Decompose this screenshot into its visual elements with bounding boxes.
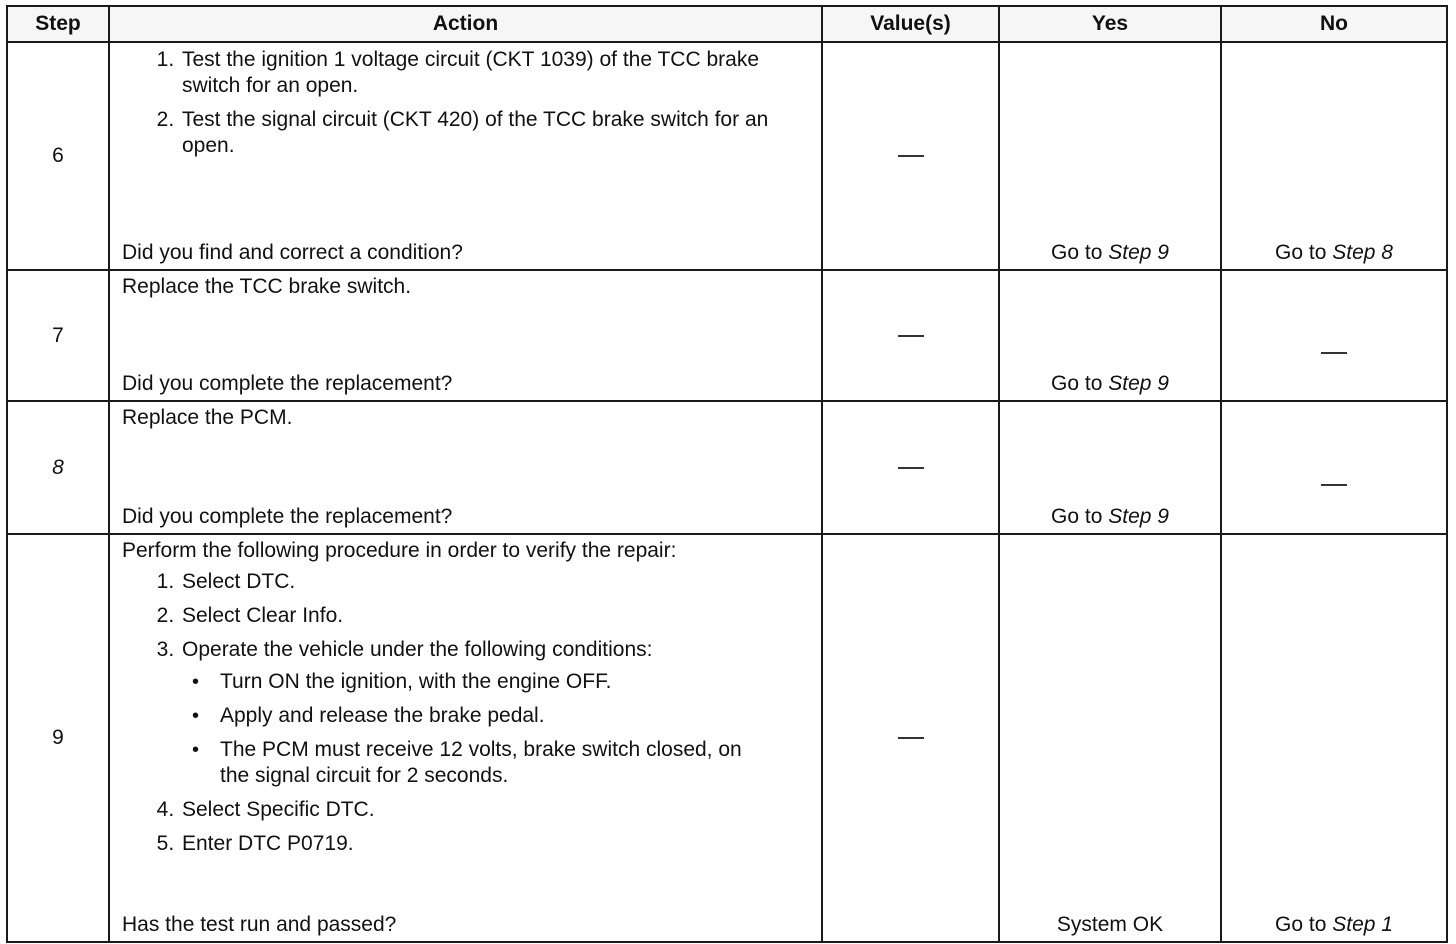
yes-goto: Go to Step 9 (1051, 372, 1169, 395)
header-action: Action (109, 6, 822, 42)
yes-cell (999, 270, 1221, 401)
header-yes: Yes (999, 6, 1221, 42)
condition-item: • Apply and release the brake pedal. (218, 703, 821, 729)
condition-item: • The PCM must receive 12 volts, brake switch closed, on the signal circuit for 2 seconds. (218, 737, 821, 789)
value-dash (822, 270, 999, 401)
action-step: 2. Select Clear Info. (180, 603, 821, 629)
action-steps (110, 47, 821, 159)
value-dash (822, 42, 999, 270)
table-row-step-8 (7, 401, 1447, 534)
step-number: 7 (7, 270, 109, 401)
action-text: Perform the following procedure in order to verify the repair: (122, 539, 677, 562)
condition-item: • Turn ON the ignition, with the engine OFF. (218, 669, 821, 695)
no-cell (1221, 401, 1447, 534)
action-step: 5. Enter DTC P0719. (180, 831, 821, 857)
action-steps (110, 569, 821, 857)
header-row (7, 6, 1447, 42)
table-row-step-6 (7, 42, 1447, 270)
value-dash (822, 534, 999, 942)
no-cell (1221, 534, 1447, 942)
yes-cell (999, 401, 1221, 534)
question: Did you find and correct a condition? (122, 241, 463, 264)
value-dash (822, 401, 999, 534)
table-row-step-9 (7, 534, 1447, 942)
question: Did you complete the replacement? (122, 505, 453, 528)
step-number: 6 (7, 42, 109, 270)
header-no: No (1221, 6, 1447, 42)
action-step: 3. Operate the vehicle under the following conditions: • Turn ON the ignition, with the engine OFF. • Apply and release the brake pedal. • The PCM must receive 12 volts, brake switch closed, on the signal circuit for 2 seconds. (180, 637, 821, 789)
action-step: 1. Test the ignition 1 voltage circuit (CKT 1039) of the TCC brake switch for an open. (180, 47, 821, 99)
action-text: Replace the PCM. (122, 406, 293, 429)
action-cell (109, 270, 822, 401)
question: Did you complete the replacement? (122, 372, 453, 395)
no-goto: Go to Step 8 (1275, 241, 1393, 264)
condition-list (182, 669, 821, 789)
no-cell (1221, 42, 1447, 270)
no-goto: Go to Step 1 (1275, 913, 1393, 936)
action-cell (109, 401, 822, 534)
header-step: Step (7, 6, 109, 42)
no-dash (1222, 336, 1446, 360)
yes-cell (999, 534, 1221, 942)
header-values: Value(s) (822, 6, 999, 42)
step-number: 8 (7, 401, 109, 534)
action-cell (109, 42, 822, 270)
yes-cell (999, 42, 1221, 270)
action-step: 2. Test the signal circuit (CKT 420) of the TCC brake switch for an open. (180, 107, 821, 159)
yes-goto: Go to Step 9 (1051, 505, 1169, 528)
yes-text: System OK (1056, 913, 1164, 936)
yes-goto: Go to Step 9 (1051, 241, 1169, 264)
question: Has the test run and passed? (122, 913, 397, 936)
no-cell (1221, 270, 1447, 401)
no-dash (1222, 468, 1446, 492)
action-cell (109, 534, 822, 942)
table-row-step-7 (7, 270, 1447, 401)
action-step: 1. Select DTC. (180, 569, 821, 595)
diagnostic-table (6, 5, 1448, 943)
step-number: 9 (7, 534, 109, 942)
action-step: 4. Select Specific DTC. (180, 797, 821, 823)
action-text: Replace the TCC brake switch. (122, 275, 412, 298)
